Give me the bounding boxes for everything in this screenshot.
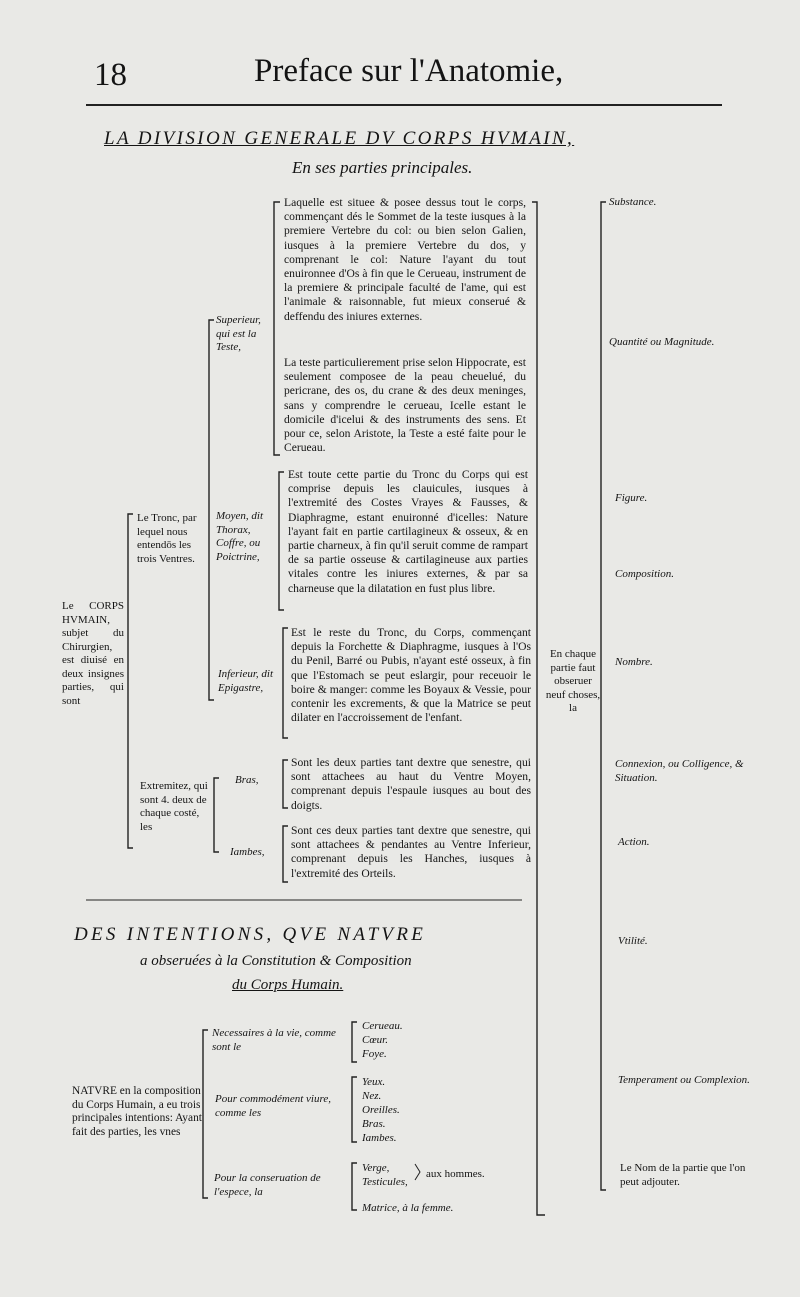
bras-text: Sont les deux parties tant dextre que senestre, qui sont attachees au haut du Ventre Moyen, comprenant depuis l'espaule iusques au bout des doigts. [291, 756, 531, 812]
observe-item-composition: Composition. [615, 568, 674, 580]
commodement-item-yeux: Yeux. [362, 1076, 386, 1088]
moyen-label: Moyen, dit Thorax, Coffre, ou Poictrine, [216, 510, 264, 563]
division-subtitle: En ses parties principales. [292, 158, 473, 177]
necessaires-item-foye: Foye. [362, 1048, 387, 1060]
intentions-subtitle1: a obseruées à la Constitution & Composition [140, 953, 412, 969]
nature-label: NATVRE en la composition du Corps Humain, a eu trois principales intentions: Ayant fait des parties, les vnes [72, 1085, 202, 1138]
conservation-hommes: aux hommes. [426, 1168, 485, 1180]
necessaires-item-coeur: Cœur. [362, 1034, 388, 1046]
observe-item-vtilite: Vtilité. [618, 935, 648, 947]
inferieur-text: Est le reste du Tronc, du Corps, commençant depuis la Forchette & Diaphragme, iusques à l'Os du Penil, Barré ou Pubis, n'ayant esté osseux, à fin que l'Estomach se peut eslargir, pour receuoir le boire & manger: comme les Boyaux & Vessie, pour contenir les excrements, & que la Matrice se peut dilater en l'accroissement de l'enfant. [291, 626, 531, 725]
hommes-brace [415, 1164, 420, 1180]
inferieur-label: Inferieur, dit Epigastre, [218, 668, 273, 694]
observe-item-quantite: Quantité ou Magnitude. [609, 336, 715, 348]
observe-item-nom: Le Nom de la partie que l'on peut adjouter. [620, 1162, 746, 1188]
superieur-text2: La teste particulierement prise selon Hippocrate, est seulement composee de la peau cheuelué, du pericrane, des os, du crane & des deux meninges, sans y comprendre le cerueau, Icelle estant le domicile d'icelui & des instruments des sens. Et pour ce, selon Aristote, la Teste a esté faite pour le Cerueau. [284, 356, 526, 455]
moyen-bracket [279, 472, 284, 610]
intentions-subtitle2: du Corps Humain. [232, 977, 344, 993]
intentions-title: DES INTENTIONS, QVE NATVRE [74, 924, 427, 945]
commodement-item-oreilles: Oreilles. [362, 1104, 400, 1116]
observe-item-action: Action. [618, 836, 650, 848]
commodement-item-nez: Nez. [362, 1090, 382, 1102]
conservation-item-testicules: Testicules, [362, 1176, 408, 1188]
commodement-item-iambes: Iambes. [362, 1132, 397, 1144]
observe-item-nombre: Nombre. [615, 656, 653, 668]
bras-label: Bras, [235, 774, 259, 786]
superieur-label: Superieur, qui est la Teste, [216, 314, 261, 353]
iambes-text: Sont ces deux parties tant dextre que senestre, qui sont attachees & pendantes au Ventre Inferieur, comprenant depuis les Hanches, iusques à l'extremité des Orteils. [291, 824, 531, 880]
superieur-bracket [274, 202, 280, 455]
observe-item-connexion: Connexion, ou Colligence, & Situation. [615, 758, 744, 784]
root-bracket [128, 514, 133, 848]
necessaires-item-cerveau: Cerueau. [362, 1020, 403, 1032]
bras-bracket [283, 760, 288, 808]
conservation-femme: Matrice, à la femme. [362, 1202, 454, 1214]
observe-item-temperament: Temperament ou Complexion. [618, 1074, 750, 1086]
inferieur-bracket [283, 628, 288, 738]
superieur-text1: Laquelle est situee & posee dessus tout le corps, commençant dés le Sommet de la teste iusques à la premiere Vertebre du col: ou bien selon Galien, iusques à la premiere Vertebre du dos, y comprenant le col: Nature l'ayant du tout enuironnee d'Os à fin que le Cerueau, instrument de la premiere & principale faculté de l'ame, qui est l'animale & raisonnable, fut mieux conserué & deffendu des iniures externes. [284, 196, 526, 323]
conservation-bracket [352, 1163, 357, 1210]
conservation-label: Pour la conseruation de l'espece, la [214, 1172, 321, 1198]
moyen-text: Est toute cette partie du Tronc du Corps qui est comprise depuis les clauicules, iusques à l'extremité des Costes Vrayes & Fausses, & Diaphragme, estant enuironné d'icelles: Nature l'ayant fait en partie cartilagineux & osseux, & en partie charneux, à fin qu'il seruit comme de rampart de sa partie osseuse & cartilagineuse aux parties vitales contre les iniures externes, & par sa charneuse que la dilatation en fust plus libre. [288, 468, 528, 595]
commodement-label: Pour commodément viure, comme les [215, 1093, 331, 1119]
corps-humain-label: Le CORPS HVMAIN, subjet du Chirurgien, est diuisé en deux insignes parties, qui sont [62, 600, 124, 707]
observe-label: En chaque partie faut obseruer neuf choses, la [545, 648, 601, 714]
tronc-bracket [209, 320, 214, 700]
nature-bracket [203, 1030, 208, 1198]
iambes-label: Iambes, [230, 846, 265, 858]
conservation-item-verge: Verge, [362, 1162, 390, 1174]
iambes-bracket [283, 826, 288, 882]
extremitez-bracket [214, 778, 219, 852]
tronc-label: Le Tronc, par lequel nous entendōs les trois Ventres. [137, 512, 197, 565]
necessaires-bracket [352, 1022, 357, 1062]
commodement-bracket [352, 1077, 357, 1142]
observe-item-figure: Figure. [615, 492, 648, 504]
extremitez-label: Extremitez, qui sont 4. deux de chaque costé, les [140, 780, 208, 833]
necessaires-label: Necessaires à la vie, comme sont le [212, 1027, 336, 1053]
commodement-item-bras: Bras. [362, 1118, 386, 1130]
division-title: LA DIVISION GENERALE DV CORPS HVMAIN, [104, 128, 575, 149]
running-title: Preface sur l'Anatomie, [254, 53, 564, 89]
observe-item-substance: Substance. [609, 196, 657, 208]
page-number: 18 [94, 57, 127, 93]
